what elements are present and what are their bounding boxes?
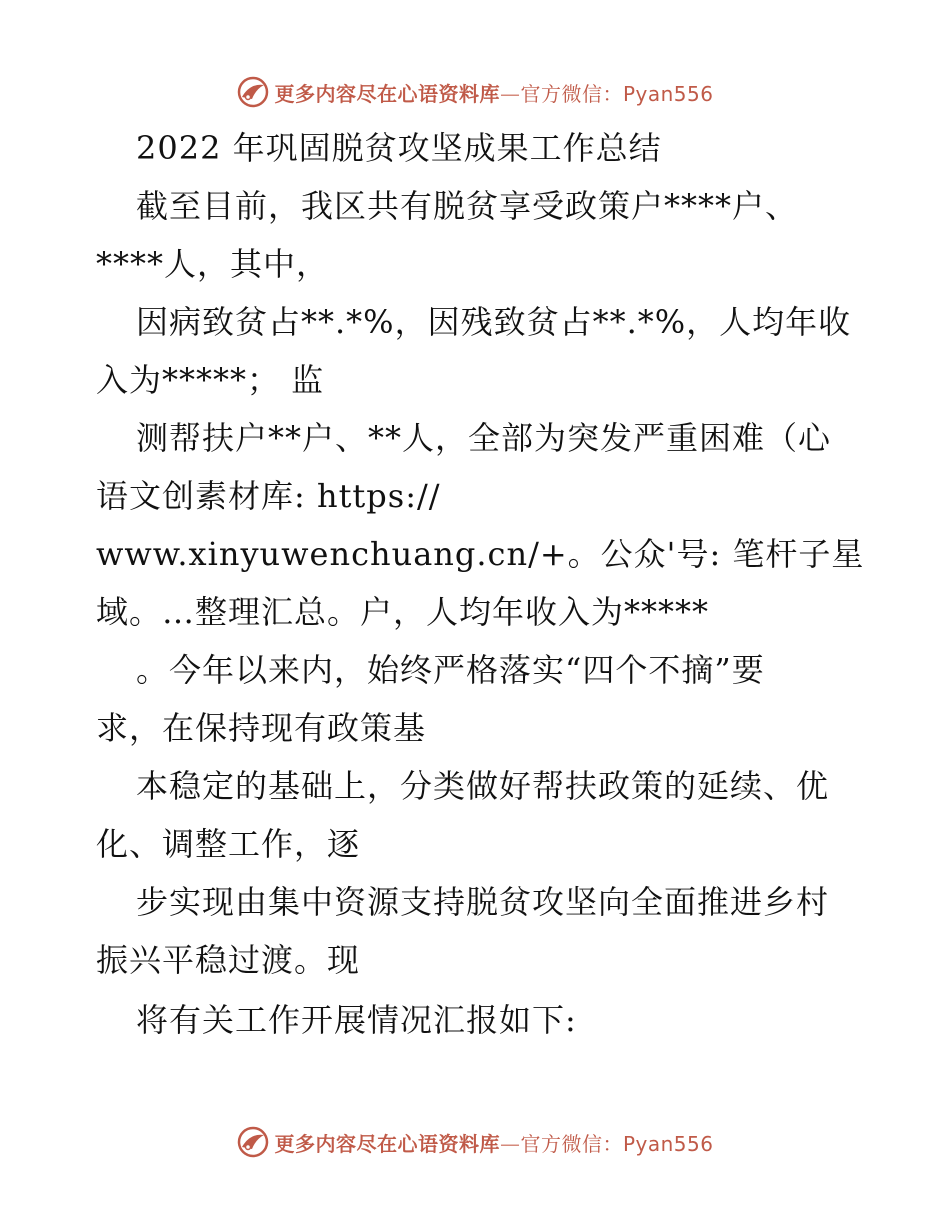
banner-main-text: 更多内容尽在心语资料库 bbox=[274, 81, 500, 106]
paragraph-line: 测帮扶户**户、**人，全部为突发严重困难（心 bbox=[136, 419, 832, 457]
banner-main-text: 更多内容尽在心语资料库 bbox=[274, 1131, 500, 1156]
banner-wechat-text: 官方微信：Pyan556 bbox=[520, 81, 714, 106]
paragraph-line: 截至目前，我区共有脱贫享受政策户****户、 bbox=[136, 187, 799, 225]
paragraph-line: ****人，其中， bbox=[96, 245, 330, 283]
pen-logo-icon bbox=[236, 1125, 270, 1159]
banner-separator: — bbox=[499, 1131, 521, 1156]
pen-logo-icon bbox=[236, 75, 270, 109]
paragraph-line: 域。…整理汇总。户，人均年收入为***** bbox=[96, 593, 710, 631]
paragraph-line: 语文创素材库: https:// bbox=[96, 477, 441, 515]
document-title: 2022 年巩固脱贫攻坚成果工作总结 bbox=[136, 129, 662, 167]
paragraph-line: 步实现由集中资源支持脱贫攻坚向全面推进乡村 bbox=[136, 883, 830, 921]
paragraph-line: 求，在保持现有政策基 bbox=[96, 709, 427, 747]
paragraph-line: www.xinyuwenchuang.cn/+。公众'号: 笔杆子星 bbox=[96, 535, 865, 573]
footer-banner bbox=[0, 1122, 950, 1162]
paragraph-line: 振兴平稳过渡。现 bbox=[96, 941, 361, 979]
paragraph-line: 因病致贫占**.*%，因残致贫占**.*%，人均年收 bbox=[136, 303, 852, 341]
paragraph-line: 化、调整工作，逐 bbox=[96, 825, 361, 863]
header-banner bbox=[0, 72, 950, 112]
paragraph-line: 入为*****； 监 bbox=[96, 361, 325, 399]
paragraph-line: 本稳定的基础上，分类做好帮扶政策的延续、优 bbox=[136, 767, 830, 805]
banner-separator: — bbox=[499, 81, 521, 106]
paragraph-line: 将有关工作开展情况汇报如下: bbox=[136, 1001, 577, 1039]
banner-wechat-text: 官方微信：Pyan556 bbox=[520, 1131, 714, 1156]
paragraph-line: 。今年以来内，始终严格落实“四个不摘”要 bbox=[136, 651, 765, 689]
